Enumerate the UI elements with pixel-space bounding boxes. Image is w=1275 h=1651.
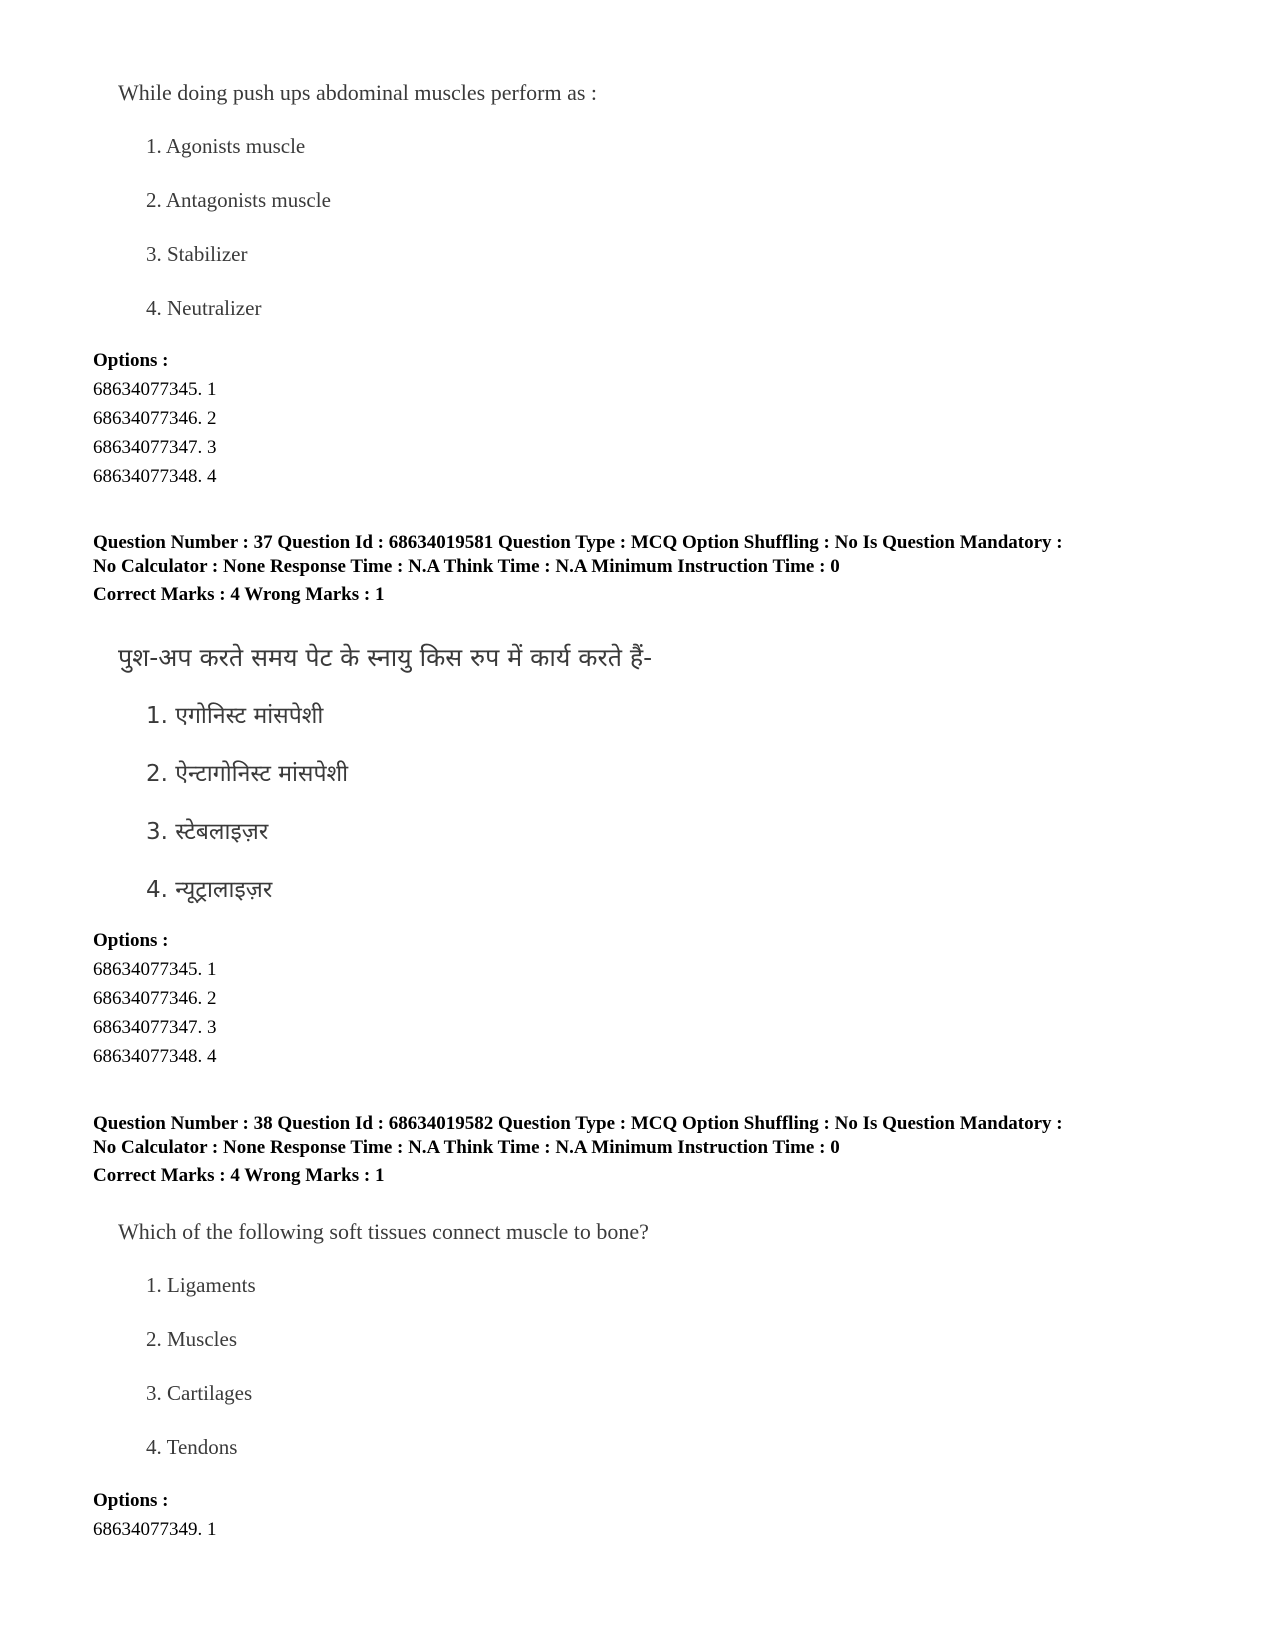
- choice-item: 1. Agonists muscle: [146, 134, 306, 158]
- options-label: Options :: [93, 930, 169, 951]
- choice-item: 1. एगोनिस्ट मांसपेशी: [146, 703, 324, 729]
- marks-line: Correct Marks : 4 Wrong Marks : 1: [93, 584, 385, 605]
- choice-item: 4. Tendons: [146, 1435, 238, 1459]
- question-meta-line: Question Number : 37 Question Id : 68634019581 Question Type : MCQ Option Shuffling : No Is Question Mandatory :: [93, 532, 1063, 553]
- choice-item: 2. ऐन्टागोनिस्ट मांसपेशी: [146, 761, 349, 787]
- choice-item: 2. Muscles: [146, 1327, 237, 1351]
- choice-item: 3. स्टेबलाइज़र: [146, 819, 269, 845]
- choice-item: 4. न्यूट्रालाइज़र: [146, 877, 273, 903]
- options-label: Options :: [93, 1490, 169, 1511]
- options-label: Options :: [93, 350, 169, 371]
- option-line: 68634077345. 1: [93, 379, 217, 400]
- option-line: 68634077346. 2: [93, 988, 217, 1009]
- question-meta-line: Question Number : 38 Question Id : 68634019582 Question Type : MCQ Option Shuffling : No Is Question Mandatory :: [93, 1113, 1063, 1134]
- option-line: 68634077347. 3: [93, 437, 217, 458]
- choice-item: 2. Antagonists muscle: [146, 188, 331, 212]
- choice-item: 4. Neutralizer: [146, 296, 262, 320]
- choice-item: 1. Ligaments: [146, 1273, 256, 1297]
- option-line: 68634077349. 1: [93, 1519, 217, 1540]
- option-line: 68634077348. 4: [93, 1046, 217, 1067]
- option-line: 68634077346. 2: [93, 408, 217, 429]
- question-meta-line: No Calculator : None Response Time : N.A Think Time : N.A Minimum Instruction Time : 0: [93, 1137, 840, 1158]
- option-line: 68634077347. 3: [93, 1017, 217, 1038]
- choice-item: 3. Cartilages: [146, 1381, 253, 1405]
- question-text: Which of the following soft tissues connect muscle to bone?: [118, 1219, 649, 1244]
- question-text: पुश-अप करते समय पेट के स्नायु किस रुप में कार्य करते हैं-: [118, 643, 653, 672]
- marks-line: Correct Marks : 4 Wrong Marks : 1: [93, 1165, 385, 1186]
- option-line: 68634077345. 1: [93, 959, 217, 980]
- question-meta-line: No Calculator : None Response Time : N.A Think Time : N.A Minimum Instruction Time : 0: [93, 556, 840, 577]
- question-text: While doing push ups abdominal muscles perform as :: [118, 80, 598, 105]
- choice-item: 3. Stabilizer: [146, 242, 248, 266]
- option-line: 68634077348. 4: [93, 466, 217, 487]
